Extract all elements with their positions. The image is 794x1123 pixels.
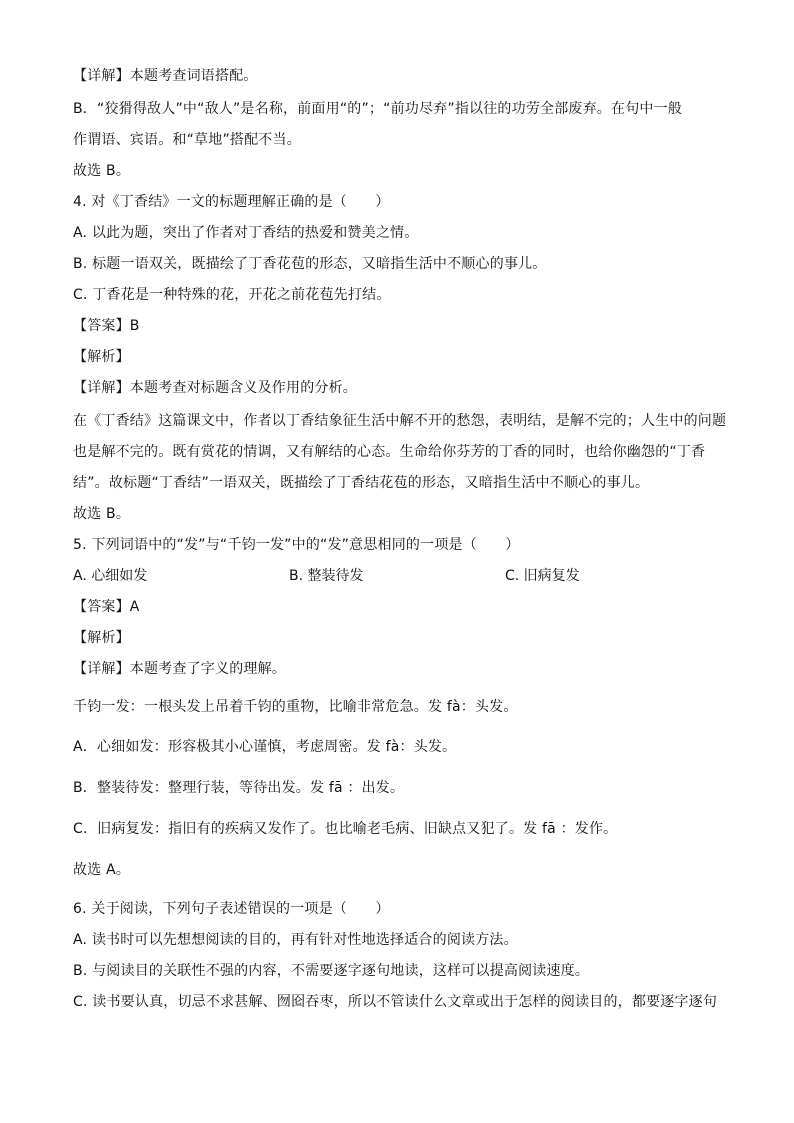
question-5-detail-text: A．心细如发：形容极其小心谨慎，考虑周密。发 fà：头发。 xyxy=(73,739,457,755)
question-5-option-a: A. 心细如发 xyxy=(73,568,148,584)
question-5-option-b: B. 整装待发 xyxy=(289,568,364,584)
question-5-analysis-label: 【解析】 xyxy=(73,630,130,646)
question-4-detail-text: 结”。故标题“丁香结”一语双关，既描绘了丁香结花苞的形态，又暗指生活中不顺心的事儿。 xyxy=(73,475,650,491)
question-4-option-a: A. 以此为题，突出了作者对丁香结的热爱和赞美之情。 xyxy=(73,225,419,241)
question-5-choice: 故选 A。 xyxy=(73,862,131,878)
explanation-line: B．“狡猾得敌人”中“敌人”是名称，前面用“的”；“前功尽弃”指以往的功劳全部废弃。在句中一般 xyxy=(73,101,683,117)
question-5-detail-text: C．旧病复发：指旧有的疾病又发作了。也比喻老毛病、旧缺点又犯了。发 fā ：发作。 xyxy=(73,821,618,837)
question-6-option-c: C. 读书要认真，切忌不求甚解、囫囵吞枣，所以不管读什么文章或出于怎样的阅读目的，都要逐字逐句 xyxy=(73,994,718,1010)
question-5-option-c: C. 旧病复发 xyxy=(505,568,580,584)
question-5-detail-text: B．整装待发：整理行装，等待出发。发 fā ：出发。 xyxy=(73,780,405,796)
answer-choice-line: 故选 B。 xyxy=(73,163,131,179)
question-4-choice: 故选 B。 xyxy=(73,506,131,522)
explanation-line: 【详解】本题考查词语搭配。 xyxy=(73,68,258,84)
question-6-option-a: A. 读书时可以先想想阅读的目的，再有针对性地选择适合的阅读方法。 xyxy=(73,932,518,948)
question-4-detail-label: 【详解】本题考查对标题含义及作用的分析。 xyxy=(73,380,357,396)
question-4-stem: 4. 对《丁香结》一文的标题理解正确的是（ ） xyxy=(73,194,390,210)
question-6-stem: 6. 关于阅读，下列句子表述错误的一项是（ ） xyxy=(73,901,390,917)
question-4-detail-text: 在《丁香结》这篇课文中，作者以丁香结象征生活中解不开的愁怨，表明结，是解不完的；人生中的问题 xyxy=(73,413,727,429)
question-6-option-b: B. 与阅读目的关联性不强的内容，不需要逐字逐句地读，这样可以提高阅读速度。 xyxy=(73,963,590,979)
question-4-answer: 【答案】B xyxy=(73,318,140,334)
question-4-detail-text: 也是解不完的。既有赏花的情调，又有解结的心态。生命给你芬芳的丁香的同时，也给你幽怨的“丁香 xyxy=(73,444,706,460)
question-4-option-b: B. 标题一语双关，既描绘了丁香花苞的形态，又暗指生活中不顺心的事儿。 xyxy=(73,256,547,272)
question-5-answer: 【答案】A xyxy=(73,599,140,615)
question-5-stem: 5. 下列词语中的“发”与“千钧一发”中的“发”意思相同的一项是（ ） xyxy=(73,537,520,553)
question-5-detail-label: 【详解】本题考查了字义的理解。 xyxy=(73,661,286,677)
explanation-line: 作谓语、宾语。和“草地”搭配不当。 xyxy=(73,132,301,148)
question-4-option-c: C. 丁香花是一种特殊的花，开花之前花苞先打结。 xyxy=(73,287,391,303)
question-4-analysis-label: 【解析】 xyxy=(73,349,130,365)
question-5-detail-text: 千钧一发：一根头发上吊着千钧的重物，比喻非常危急。发 fà：头发。 xyxy=(73,699,518,715)
